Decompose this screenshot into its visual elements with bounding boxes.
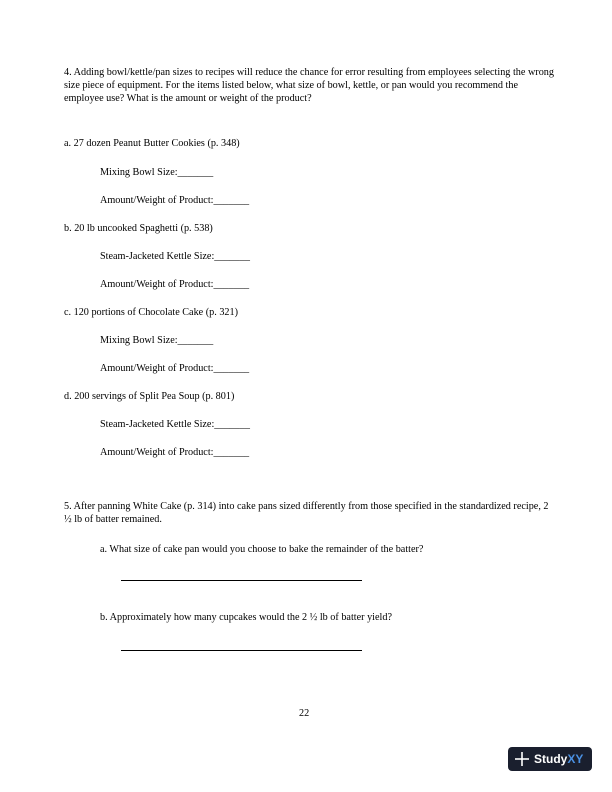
studyxy-badge[interactable]	[508, 747, 592, 771]
plus-icon	[514, 751, 530, 767]
question-5b-answer-line[interactable]	[121, 650, 362, 651]
question-4d-label: d. 200 servings of Split Pea Soup (p. 801)	[64, 391, 235, 402]
question-4a-label: a. 27 dozen Peanut Butter Cookies (p. 348)	[64, 138, 240, 149]
question-4-intro: 4. Adding bowl/kettle/pan sizes to recipes will reduce the chance for error resulting from employees selecting the wrong size piece of equipment. For the items listed below, what size of bowl, kettle, or pan would you recommend the employee use? What is the amount or weight of the product?	[64, 67, 554, 105]
question-4a-amount-field[interactable]: Amount/Weight of Product:_______	[100, 195, 250, 206]
question-5b-label: b. Approximately how many cupcakes would the 2 ½ lb of batter yield?	[100, 612, 392, 623]
question-5a-answer-line[interactable]	[121, 580, 362, 581]
question-4d-amount-field[interactable]: Amount/Weight of Product:_______	[100, 447, 250, 458]
question-4c-size-field[interactable]: Mixing Bowl Size:_______	[100, 335, 214, 346]
question-4c-amount-field[interactable]: Amount/Weight of Product:_______	[100, 363, 250, 374]
page-number: 22	[299, 708, 310, 719]
question-4d-size-field[interactable]: Steam-Jacketed Kettle Size:_______	[100, 419, 250, 430]
question-5-intro: 5. After panning White Cake (p. 314) into cake pans sized differently from those specified in the standardized recipe, 2 ½ lb of batter remained.	[64, 501, 549, 526]
badge-brand-xy: XY	[567, 752, 584, 766]
question-5a-label: a. What size of cake pan would you choose to bake the remainder of the batter?	[100, 544, 424, 555]
question-4b-size-field[interactable]: Steam-Jacketed Kettle Size:_______	[100, 251, 250, 262]
badge-brand-study: Study	[534, 752, 568, 766]
question-4b-label: b. 20 lb uncooked Spaghetti (p. 538)	[64, 223, 213, 234]
question-4a-size-field[interactable]: Mixing Bowl Size:_______	[100, 167, 214, 178]
question-4c-label: c. 120 portions of Chocolate Cake (p. 321)	[64, 307, 238, 318]
question-4b-amount-field[interactable]: Amount/Weight of Product:_______	[100, 279, 250, 290]
